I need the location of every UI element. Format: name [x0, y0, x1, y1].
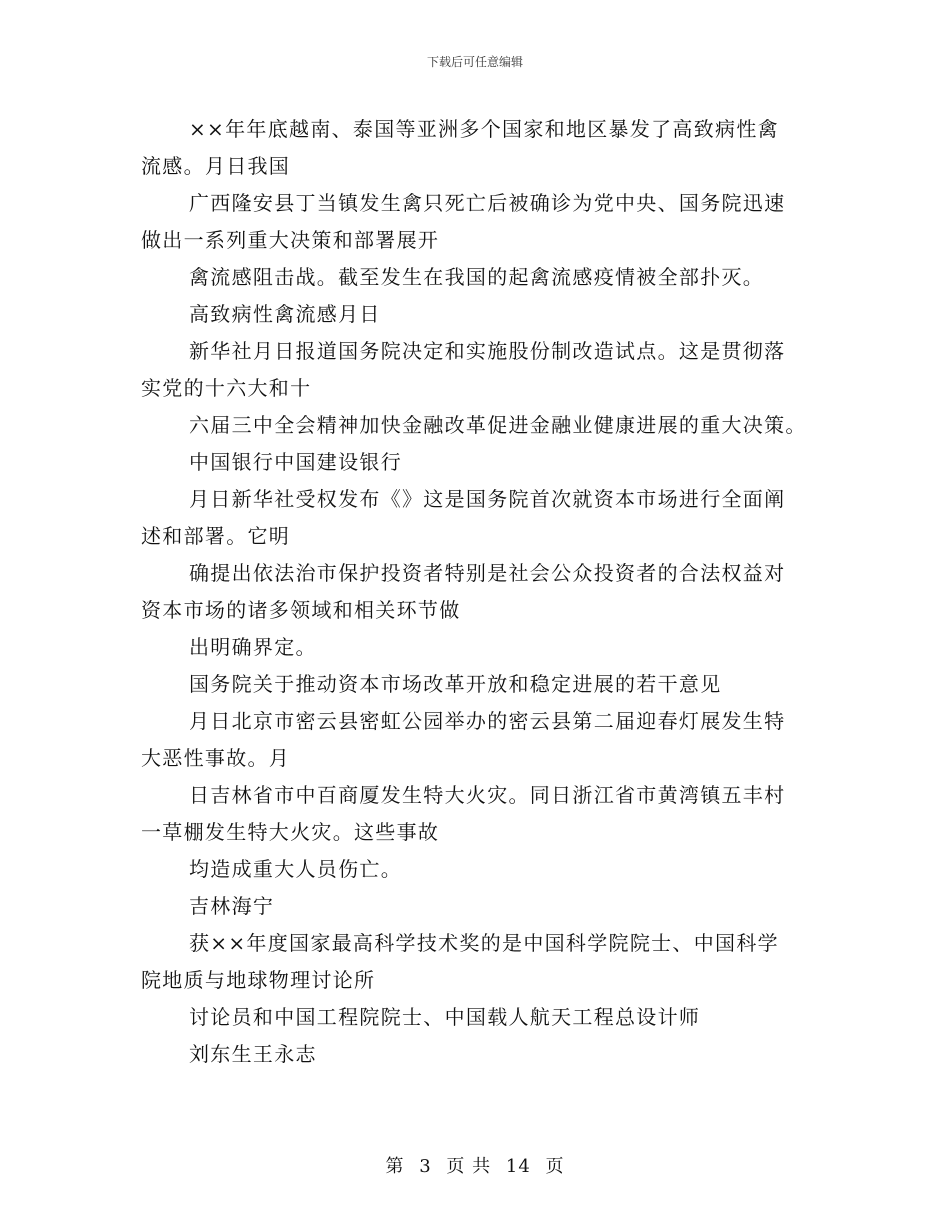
paragraph-line: 新华社月日报道国务院决定和实施股份制改造试点。这是贯彻落 [189, 339, 786, 363]
paragraph-line: 中国银行中国建设银行 [189, 450, 402, 474]
paragraph-line: 做出一系列重大决策和部署展开 [141, 228, 440, 252]
paragraph-line: 出明确界定。 [189, 635, 317, 659]
paragraph-line: 月日北京市密云县密虹公园举办的密云县第二届迎春灯展发生特 [189, 709, 786, 733]
footer-middle: 页 共 [446, 1156, 492, 1177]
page-footer [0, 1152, 950, 1178]
paragraph [141, 481, 821, 555]
paragraph [141, 1036, 821, 1073]
paragraph-line: 广西隆安县丁当镇发生禽只死亡后被确诊为党中央、国务院迅速 [189, 191, 786, 215]
paragraph-line: 国务院关于推动资本市场改革开放和稳定进展的若干意见 [189, 672, 722, 696]
paragraph-line: 一草棚发生特大火灾。这些事故 [141, 820, 440, 844]
paragraph [141, 888, 821, 925]
footer-suffix: 页 [545, 1156, 565, 1177]
paragraph-line: 均造成重大人员伤亡。 [189, 857, 402, 881]
paragraph-line: 确提出依法治市保护投资者特别是社会公众投资者的合法权益对 [189, 561, 786, 585]
paragraph-line: 实党的十六大和十 [141, 376, 312, 400]
paragraph [141, 777, 821, 851]
paragraph [141, 851, 821, 888]
paragraph-line: 流感。月日我国 [141, 154, 291, 178]
paragraph-line: 讨论员和中国工程院院士、中国载人航天工程总设计师 [189, 1005, 701, 1029]
paragraph-line: 月日新华社受权发布《》这是国务院首次就资本市场进行全面阐 [189, 487, 786, 511]
paragraph [141, 999, 821, 1036]
paragraph [141, 444, 821, 481]
paragraph-line: 日吉林省市中百商厦发生特大火灾。同日浙江省市黄湾镇五丰村 [189, 783, 786, 807]
paragraph-line: 刘东生王永志 [189, 1042, 317, 1066]
paragraph [141, 666, 821, 703]
paragraph-line: 院地质与地球物理讨论所 [141, 968, 376, 992]
paragraph-line: 获××年度国家最高科学技术奖的是中国科学院院士、中国科学 [189, 931, 779, 955]
paragraph-line: 六届三中全会精神加快金融改革促进金融业健康进展的重大决策。 [189, 413, 807, 437]
footer-total-pages: 14 [505, 1156, 531, 1177]
paragraph-line: 禽流感阻击战。截至发生在我国的起禽流感疫情被全部扑灭。 [189, 265, 765, 289]
paragraph [141, 111, 821, 185]
paragraph [141, 259, 821, 296]
paragraph [141, 296, 821, 333]
paragraph-line: 吉林海宁 [189, 894, 275, 918]
paragraph [141, 629, 821, 666]
paragraph-line: 高致病性禽流感月日 [189, 302, 381, 326]
paragraph [141, 555, 821, 629]
paragraph [141, 407, 821, 444]
paragraph [141, 703, 821, 777]
header-text: 下载后可任意编辑 [426, 55, 523, 69]
footer-current-page: 3 [419, 1156, 432, 1177]
document-body [141, 111, 821, 1073]
paragraph-line: 述和部署。它明 [141, 524, 291, 548]
page-header [0, 53, 950, 70]
paragraph-line: ××年年底越南、泰国等亚洲多个国家和地区暴发了高致病性禽 [189, 117, 779, 141]
paragraph [141, 925, 821, 999]
paragraph-line: 资本市场的诸多领域和相关环节做 [141, 598, 461, 622]
paragraph [141, 333, 821, 407]
paragraph-line: 大恶性事故。月 [141, 746, 291, 770]
footer-prefix: 第 [385, 1156, 405, 1177]
paragraph [141, 185, 821, 259]
